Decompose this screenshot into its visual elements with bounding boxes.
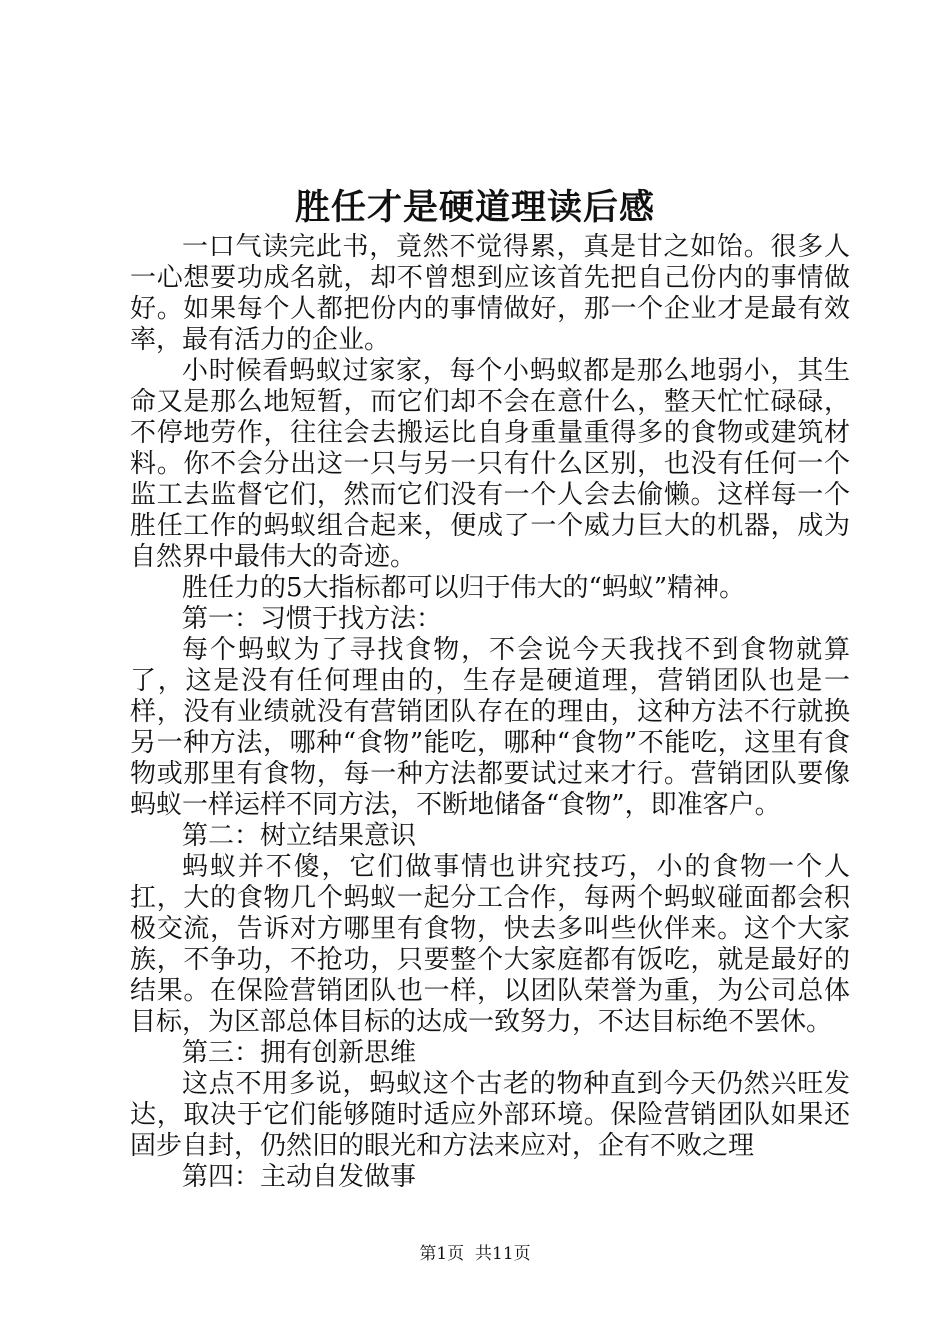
page-footer — [0, 1243, 950, 1265]
section-heading-3: 第三：拥有创新思维 — [182, 1038, 417, 1068]
paragraph-2: 小时候看蚂蚁过家家，每个小蚂蚁都是那么地弱小，其生命又是那么地短暂，而它们却不会在意什么，整天忙忙碌碌，不停地劳作，往往会去搬运比自身重量重得多的食物或建筑材料。你不会分出这一只与另一只有什么区别，也没有任何一个监工去监督它们，然而它们没有一个人会去偷懒。这样每一个胜任工作的蚂蚁组合起来，便成了一个威力巨大的机器，成为自然界中最伟大的奇迹。 — [130, 356, 850, 572]
section-heading-4: 第四：主动自发做事 — [182, 1162, 417, 1192]
paragraph-1: 一口气读完此书，竟然不觉得累，真是甘之如饴。很多人一心想要功成名就，却不曾想到应该首先把自己份内的事情做好。如果每个人都把份内的事情做好，那一个企业才是最有效率，最有活力的企业。 — [130, 232, 850, 355]
page-number: 第1页 — [419, 1244, 465, 1264]
paragraph-5: 蚂蚁并不傻，它们做事情也讲究技巧，小的食物一个人扛，大的食物几个蚂蚁一起分工合作，每两个蚂蚁碰面都会积极交流，告诉对方哪里有食物，快去多叫些伙伴来。这个大家族，不争功，不抢功，只要整个大家庭都有饭吃，就是最好的结果。在保险营销团队也一样，以团队荣誉为重，为公司总体目标，为区部总体目标的达成一致努力，不达目标绝不罢休。 — [130, 852, 850, 1037]
paragraph-4: 每个蚂蚁为了寻找食物，不会说今天我找不到食物就算了，这是没有任何理由的，生存是硬道理，营销团队也是一样，没有业绩就没有营销团队存在的理由，这种方法不行就换另一种方法，哪种“食物”能吃，哪种“食物”不能吃，这里有食物或那里有食物，每一种方法都要试过来才行。营销团队要像蚂蚁一样运样不同方法，不断地储备“食物”，即准客户。 — [130, 635, 850, 820]
document-body — [130, 232, 850, 1193]
document-title: 胜任才是硬道理读后感 — [294, 187, 655, 228]
page-total: 共11页 — [475, 1244, 531, 1264]
paragraph-3: 胜任力的5大指标都可以归于伟大的“蚂蚁”精神。 — [182, 573, 746, 603]
paragraph-6: 这点不用多说，蚂蚁这个古老的物种直到今天仍然兴旺发达，取决于它们能够随时适应外部环境。保险营销团队如果还固步自封，仍然旧的眼光和方法来应对，企有不败之理 — [130, 1069, 850, 1161]
section-heading-2: 第二：树立结果意识 — [182, 821, 417, 851]
section-heading-1: 第一：习惯于找方法： — [182, 604, 443, 634]
